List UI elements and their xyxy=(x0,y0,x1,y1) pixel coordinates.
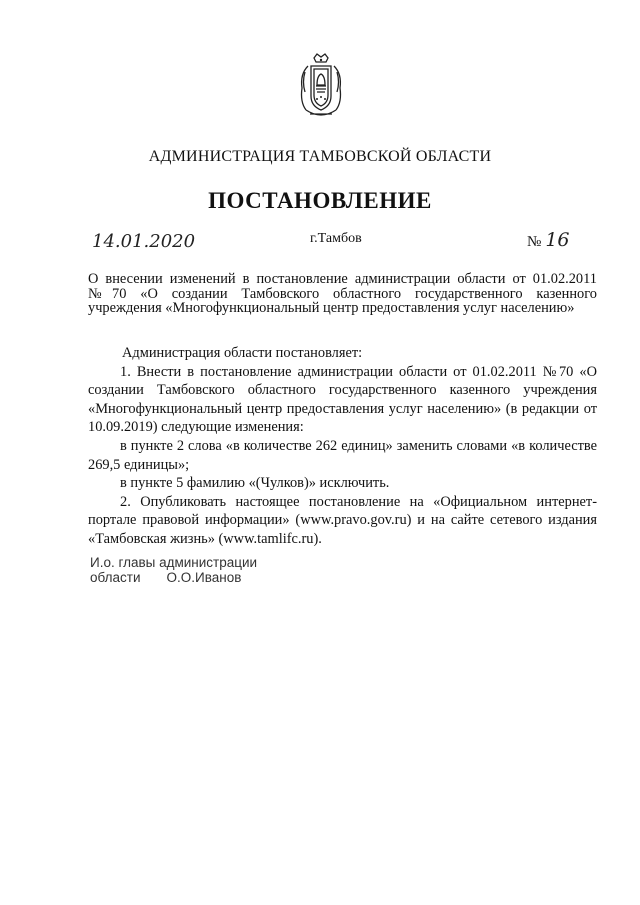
document-city: г.Тамбов xyxy=(310,231,362,246)
signature-block xyxy=(90,555,257,585)
signatory-name: О.О.Иванов xyxy=(166,570,242,585)
document-number xyxy=(527,229,570,251)
organization-title: АДМИНИСТРАЦИЯ ТАМБОВСКОЙ ОБЛАСТИ xyxy=(148,148,492,165)
paragraph-1: 1. Внести в постановление администрации области от 01.02.2011 №70 «О создании Тамбовского областного государственного казенного учреждения «Многофункциональный центр предоставления услуг населению» (в редакции от 10.09.2019) следующие изменения: xyxy=(88,363,597,436)
paragraph-1b: в пункте 5 фамилию «(Чулков)» исключить. xyxy=(120,475,390,492)
signatory-title-line2: области xyxy=(90,570,141,585)
document-body xyxy=(88,344,597,549)
document-type-title: ПОСТАНОВЛЕНИЕ xyxy=(208,188,432,213)
document-subject: О внесении изменений в постановление администрации области от 01.02.2011 №70 «О создании Тамбовского областного государственного казенного учреждения «Многофункциональный центр предоставления услуг населению» xyxy=(88,271,597,317)
signatory-title-line1: И.о. главы администрации xyxy=(90,555,258,570)
preamble: Администрация области постановляет: xyxy=(122,345,363,361)
paragraph-1a: в пункте 2 слова «в количестве 262 единиц» заменить словами «в количестве 269,5 единицы»; xyxy=(88,437,597,473)
document-date: 14.01.2020 xyxy=(92,231,196,252)
number-sign: № xyxy=(527,234,542,250)
number-value: 16 xyxy=(545,229,570,251)
paragraph-2: 2. Опубликовать настоящее постановление на «Официальном интернет-портале правовой информации» (www.pravo.gov.ru) и на сайте сетевого издания «Тамбовская жизнь» (www.tamlifc.ru). xyxy=(88,493,597,547)
coat-of-arms-emblem xyxy=(296,52,346,124)
